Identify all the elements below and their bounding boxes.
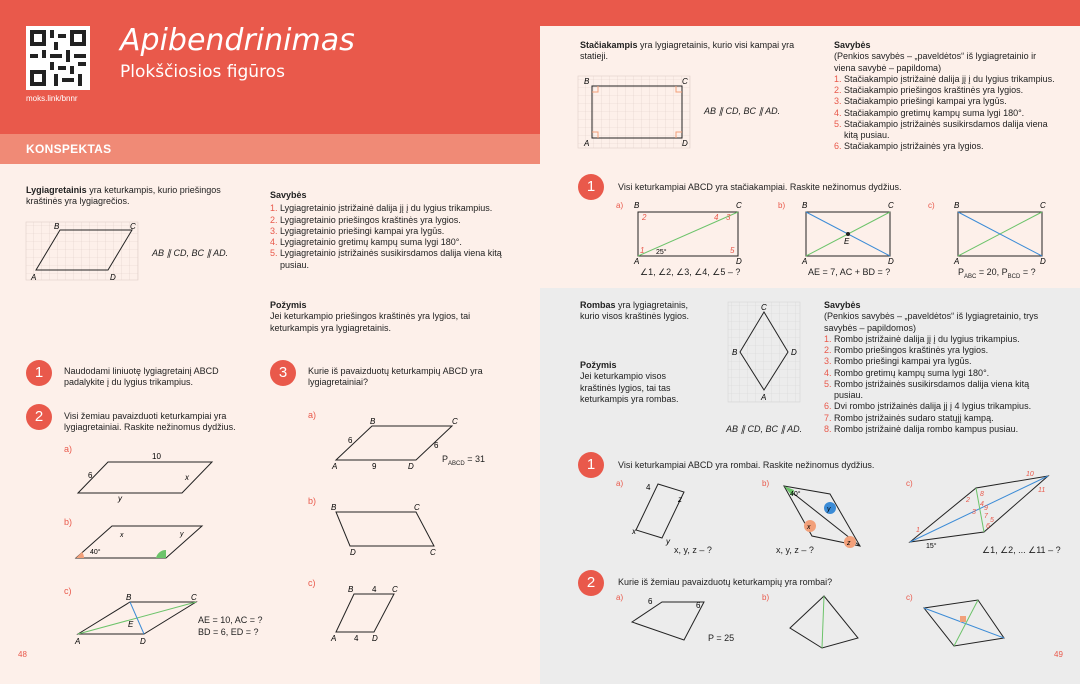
rhombus-task1-b-caption: x, y, z – ?: [776, 545, 814, 555]
svg-text:9: 9: [372, 462, 377, 471]
svg-text:40°: 40°: [90, 549, 101, 556]
task3-b-figure: [330, 502, 450, 558]
svg-text:C: C: [888, 201, 894, 210]
svg-text:b): b): [762, 593, 770, 602]
svg-text:z: z: [678, 495, 682, 504]
svg-text:2: 2: [642, 213, 647, 222]
svg-text:A: A: [584, 139, 590, 148]
svg-text:2: 2: [966, 497, 970, 504]
rhombus-task1-c-figure: [900, 466, 1060, 550]
rhombus-task1-text: Visi keturkampiai ABCD yra rombai. Raskite nežinomus dydžius.: [618, 460, 875, 470]
rhombus-task2-c-figure: [904, 588, 1034, 652]
parallelogram-definition: Lygiagretainis yra keturkampis, kurio priešingos kraštinės yra lygiagrečios.: [26, 185, 221, 207]
props-title: Savybės: [270, 190, 307, 200]
svg-text:y: y: [827, 506, 831, 513]
svg-text:b): b): [778, 201, 786, 210]
task-2-text: Visi žemiau pavaizduoti keturkampiai yra lygiagretainiai. Raskite nežinomus dydžius.: [64, 411, 236, 433]
svg-text:10: 10: [152, 452, 161, 461]
svg-text:40°: 40°: [790, 491, 801, 498]
page-number-right: 49: [1054, 650, 1063, 659]
task2-b-figure: [70, 520, 210, 566]
task2-c-eq2: BD = 6, ED = ?: [198, 627, 259, 637]
svg-text:5: 5: [990, 517, 994, 524]
property-item: 6. Stačiakampio įstrižainės yra lygios.: [834, 141, 984, 152]
svg-text:C: C: [761, 303, 767, 312]
property-item: 8. Rombo įstrižainė dalija rombo kampus pusiau.: [824, 423, 1019, 434]
svg-text:c): c): [906, 479, 913, 488]
svg-text:9: 9: [984, 505, 988, 512]
svg-text:x: x: [185, 473, 189, 482]
rect-task-a-figure: [614, 198, 754, 266]
task3-c-figure: [330, 584, 410, 644]
rhombus-task2-text: Kurie iš žemiau pavaizduotų keturkampių yra rombai?: [618, 577, 833, 587]
task3-c-label: c): [308, 578, 316, 588]
rhombus-task2-a-eq: P = 25: [708, 633, 735, 643]
rhombus-definition: Rombas yra lygiagretainis, kurio visos kraštinės lygios.: [580, 300, 690, 322]
svg-text:D: D: [140, 637, 146, 646]
property-item: 5. Stačiakampio įstrižainės susikirsdamos dalija viena kitą pusiau.: [834, 118, 1048, 140]
svg-text:x: x: [632, 527, 636, 536]
svg-text:B: B: [54, 222, 60, 231]
svg-text:A: A: [954, 257, 960, 266]
rhombus-figure: [724, 298, 808, 406]
rect-task-a-caption: ∠1, ∠2, ∠3, ∠4, ∠5 – ?: [640, 267, 741, 277]
svg-text:6: 6: [348, 436, 353, 445]
svg-text:B: B: [634, 201, 640, 210]
svg-text:6: 6: [986, 523, 990, 530]
svg-text:3: 3: [972, 509, 976, 516]
task2-a-label: a): [64, 444, 73, 454]
rectangle-properties: Savybės (Penkios savybės – „paveldėtos“ iš lygiagretainio ir viena savybė – papildoma) 1. Stačiakampio įstrižainė dalija jį į du lygius trikampius. 2. Stačiakampio priešingos kraštinės yra lygios. 3. Stačiakampio priešingi kampai yra lygūs. 4. Stačiakampio gretimų kampų suma lygi 180°. 5. Stačiakampio įstrižainės susikirsdamos dalija viena kitą pusiau. 6. Stačiakampio įstrižainės yra lygios.: [834, 40, 1059, 153]
task-1-text: Naudodami liniuotę lygiagretainį ABCD padalykite į du lygius trikampius.: [64, 366, 219, 388]
section-title: KONSPEKTAS: [26, 142, 112, 156]
svg-text:B: B: [732, 348, 738, 357]
svg-text:15°: 15°: [926, 543, 937, 550]
svg-text:c): c): [928, 201, 935, 210]
svg-text:A: A: [31, 273, 37, 282]
rhombus-task1-a-caption: x, y, z – ?: [674, 545, 712, 555]
svg-text:B: B: [954, 201, 960, 210]
property-item: 4. Rombo gretimų kampų suma lygi 180°.: [824, 367, 990, 378]
svg-text:C: C: [392, 585, 398, 594]
svg-text:a): a): [616, 479, 624, 488]
svg-text:4: 4: [714, 213, 719, 222]
svg-text:4: 4: [354, 634, 359, 643]
section-bar: [0, 134, 540, 164]
svg-text:10: 10: [1026, 471, 1034, 478]
svg-text:D: D: [350, 548, 356, 557]
parallelogram-figure: [26, 218, 146, 286]
svg-text:D: D: [372, 634, 378, 643]
svg-text:D: D: [791, 348, 797, 357]
property-item: 6. Dvi rombo įstrižainės dalija jį į 4 lygius trikampius.: [824, 401, 1032, 412]
svg-text:B: B: [348, 585, 354, 594]
right-header-strip: [540, 0, 1080, 26]
svg-text:C: C: [452, 417, 458, 426]
property-item: 5. Lygiagretainio įstrižainės susikirsdamos dalija viena kitą pusiau.: [270, 248, 502, 270]
rhombus-task1-b-figure: [760, 476, 870, 546]
svg-text:y: y: [180, 531, 184, 538]
svg-text:B: B: [126, 593, 132, 602]
svg-text:B: B: [370, 417, 376, 426]
svg-text:y: y: [666, 537, 670, 546]
svg-text:25°: 25°: [656, 249, 667, 256]
svg-text:B: B: [331, 503, 337, 512]
task3-a-perimeter: $P_{ABCD} = 31$: [442, 454, 485, 467]
svg-text:A: A: [802, 257, 808, 266]
rhombus-task2-b-figure: [760, 588, 870, 652]
property-item: 1. Stačiakampio įstrižainė dalija jį į du lygius trikampius.: [834, 73, 1055, 84]
property-item: 1. Lygiagretainio įstrižainė dalija jį į du lygius trikampius.: [270, 203, 493, 214]
svg-text:c): c): [906, 593, 913, 602]
property-item: 2. Stačiakampio priešingos kraštinės yra lygios.: [834, 85, 1024, 95]
svg-text:E: E: [128, 620, 134, 629]
property-item: 2. Rombo priešingos kraštinės yra lygios.: [824, 345, 989, 355]
property-item: 2. Lygiagretainio priešingos kraštinės yra lygios.: [270, 214, 461, 225]
rectangle-relation: AB ∥ CD, BC ∥ AD.: [704, 106, 781, 116]
svg-text:y: y: [118, 494, 122, 503]
svg-text:A: A: [332, 462, 338, 471]
property-item: 4. Stačiakampio gretimų kampų suma lygi 180°.: [834, 107, 1025, 118]
svg-text:E: E: [844, 237, 850, 246]
svg-text:11: 11: [1038, 487, 1046, 494]
rhombus-task1-a-figure: [614, 476, 714, 546]
svg-text:z: z: [847, 540, 851, 547]
svg-text:A: A: [761, 393, 767, 402]
task2-a-figure: [70, 448, 220, 504]
qr-link[interactable]: moks.link/bnnr: [26, 94, 78, 103]
rhombus-sign: Požymis Jei keturkampio visos kraštinės lygios, tai tas keturkampis yra rombas.: [580, 360, 679, 404]
svg-text:A: A: [331, 634, 337, 643]
page-number-left: 48: [18, 650, 27, 659]
property-item: 4. Lygiagretainio gretimų kampų suma lygi 180°.: [270, 237, 462, 247]
property-item: 1. Rombo įstrižainė dalija jį į du lygius trikampius.: [824, 333, 1020, 344]
svg-text:6: 6: [648, 597, 653, 606]
rect-task-number: 1: [578, 174, 604, 200]
svg-text:C: C: [430, 548, 436, 557]
svg-text:a): a): [616, 593, 624, 602]
svg-text:6: 6: [434, 441, 439, 450]
task3-a-label: a): [308, 410, 317, 420]
svg-text:b): b): [762, 479, 770, 488]
rhombus-task2-number: 2: [578, 570, 604, 596]
qr-code[interactable]: [26, 26, 90, 90]
rect-task-b-figure: [776, 198, 906, 266]
page-subtitle: Plokščiosios figūros: [120, 62, 285, 82]
rhombus-properties: Savybės (Penkios savybės – „paveldėtos“ iš lygiagretainio, trys savybės – papildomos) 1. Rombo įstrižainė dalija jį į du lygius trikampius. 2. Rombo priešingos kraštinės yra lygios. 3. Rombo priešingi kampai yra lygūs. 4. Rombo gretimų kampų suma lygi 180°. 5. Rombo įstrižainės susikirsdamos dalija viena kitą pusiau. 6. Dvi rombo įstrižainės dalija jį į 4 lygius trikampius. 7. Rombo įstrižainės sudaro statųjį kampą. 8. Rombo įstrižainė dalija rombo kampus pusiau.: [824, 300, 1054, 435]
svg-text:C: C: [1040, 201, 1046, 210]
svg-text:D: D: [1040, 257, 1046, 266]
rect-task-b-caption: AE = 7, AC + BD = ?: [808, 267, 891, 277]
property-item: 3. Stačiakampio priešingi kampai yra lygūs.: [834, 96, 1007, 107]
svg-text:4: 4: [646, 483, 651, 492]
svg-text:a): a): [616, 201, 624, 210]
svg-text:C: C: [191, 593, 197, 602]
svg-text:1: 1: [640, 246, 645, 255]
svg-text:8: 8: [980, 491, 984, 498]
svg-text:6: 6: [88, 471, 93, 480]
task-number-2: 2: [26, 404, 52, 430]
task-number-3: 3: [270, 360, 296, 386]
rhombus-relation: AB ∥ CD, BC ∥ AD.: [726, 424, 803, 434]
svg-text:D: D: [110, 273, 116, 282]
svg-text:4: 4: [980, 501, 984, 508]
task-3-text: Kurie iš pavaizduotų keturkampių ABCD yra lygiagretainiai?: [308, 366, 483, 388]
svg-text:D: D: [888, 257, 894, 266]
rect-task-text: Visi keturkampiai ABCD yra stačiakampiai. Raskite nežinomus dydžius.: [618, 182, 902, 192]
task2-c-eq1: AE = 10, AC = ?: [198, 615, 263, 625]
svg-text:D: D: [736, 257, 742, 266]
svg-text:D: D: [408, 462, 414, 471]
svg-text:1: 1: [916, 527, 920, 534]
svg-text:C: C: [130, 222, 136, 231]
svg-text:4: 4: [372, 585, 377, 594]
rectangle-figure: [578, 72, 698, 152]
rhombus-task1-c-caption: ∠1, ∠2, ... ∠11 – ?: [982, 545, 1061, 555]
svg-text:x: x: [120, 532, 124, 539]
task3-b-label: b): [308, 496, 317, 506]
property-item: 7. Rombo įstrižainės sudaro statųjį kampą.: [824, 412, 994, 423]
svg-text:7: 7: [984, 513, 988, 520]
rhombus-task1-number: 1: [578, 452, 604, 478]
property-item: 3. Rombo priešingi kampai yra lygūs.: [824, 356, 972, 367]
svg-text:3: 3: [726, 213, 731, 222]
task2-c-figure: [70, 592, 210, 646]
svg-text:A: A: [75, 637, 81, 646]
page-title: Apibendrinimas: [120, 23, 355, 58]
svg-text:C: C: [414, 503, 420, 512]
svg-text:x: x: [807, 524, 811, 531]
task2-c-label: c): [64, 586, 72, 596]
svg-text:C: C: [736, 201, 742, 210]
parallelogram-relation: AB ∥ CD, BC ∥ AD.: [152, 248, 229, 258]
parallelogram-sign: Požymis Jei keturkampio priešingos kraštinės yra lygios, tai keturkampis yra lygiagretainis.: [270, 300, 471, 333]
property-item: 5. Rombo įstrižainės susikirsdamos dalija viena kitą pusiau.: [824, 378, 1030, 400]
svg-text:A: A: [634, 257, 640, 266]
svg-text:B: B: [802, 201, 808, 210]
svg-text:6: 6: [696, 601, 701, 610]
parallelogram-properties: [270, 190, 510, 271]
rect-task-c-figure: [926, 198, 1056, 266]
svg-text:C: C: [682, 77, 688, 86]
svg-text:D: D: [682, 139, 688, 148]
rect-task-c-caption: $P_{ABC} = 20$, $P_{BCD}$ = ?: [958, 267, 1036, 280]
task-number-1: 1: [26, 360, 52, 386]
svg-text:B: B: [584, 77, 590, 86]
rectangle-definition: Stačiakampis yra lygiagretainis, kurio visi kampai yra statieji.: [580, 40, 795, 62]
property-item: 3. Lygiagretainio priešingi kampai yra lygūs.: [270, 225, 445, 236]
task2-b-label: b): [64, 517, 73, 527]
svg-text:5: 5: [730, 246, 735, 255]
